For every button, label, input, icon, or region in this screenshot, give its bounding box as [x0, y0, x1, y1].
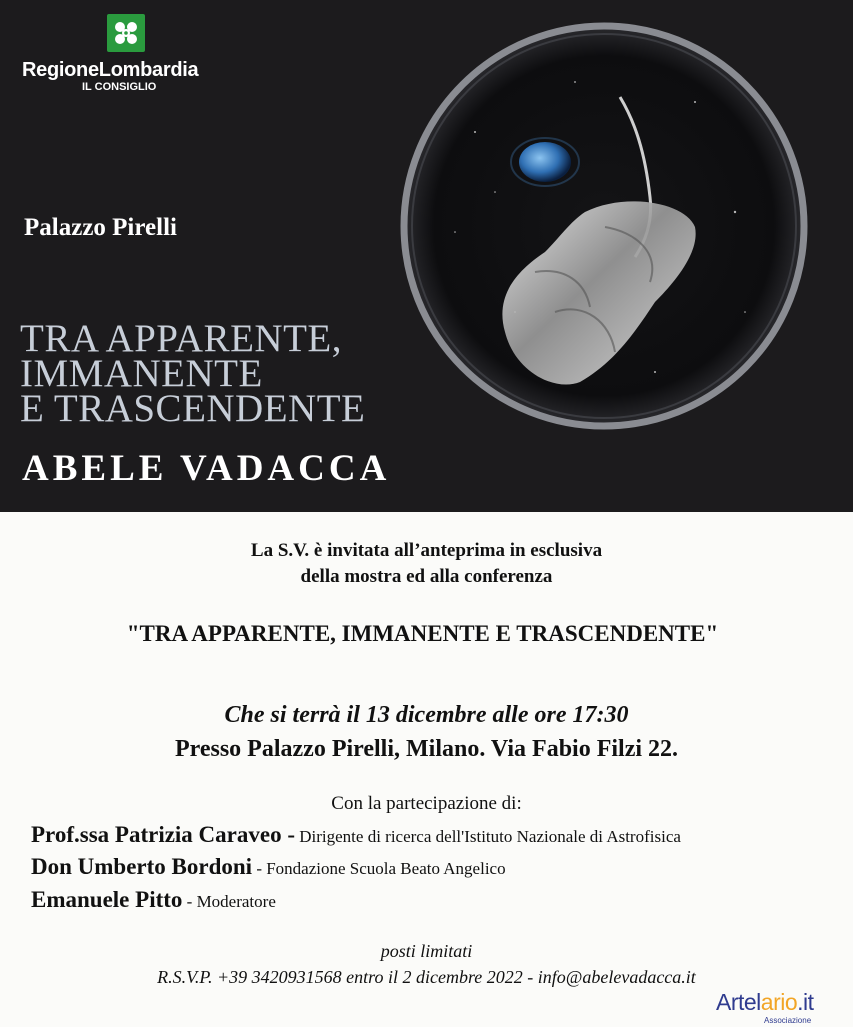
artist-name: ABELE VADACCA [22, 448, 391, 489]
event-date: Che si terrà il 13 dicembre alle ore 17:30 [224, 702, 629, 728]
participant-role: Dirigente di ricerca dell'Istituto Nazionale di Astrofisica [295, 827, 681, 846]
artelario-wordmark [716, 989, 814, 1016]
participant-role: - Moderatore [182, 892, 276, 911]
participant-row [31, 887, 276, 913]
invitation-body [0, 512, 853, 1024]
logo-name: RegioneLombardia [22, 59, 199, 81]
wordmark-suffix: .it [797, 989, 814, 1015]
title-line-1: TRA APPARENTE, [20, 317, 342, 360]
participant-role: - Fondazione Scuola Beato Angelico [252, 859, 506, 878]
participant-name: Prof.ssa Patrizia Caraveo - [31, 822, 295, 847]
header-banner [0, 0, 853, 512]
title-line-2: IMMANENTE [20, 352, 263, 395]
invitation-line-1: La S.V. è invitata all’anteprima in esclusiva [250, 540, 603, 561]
logo-subtitle: IL CONSIGLIO [82, 81, 157, 93]
lombardia-rose-icon [107, 14, 145, 52]
event-address: Presso Palazzo Pirelli, Milano. Via Fabio Filzi 22. [174, 736, 679, 762]
rsvp-line: R.S.V.P. +39 3420931568 entro il 2 dicembre 2022 - info@abelevadacca.it [157, 967, 696, 987]
limited-seats-note: posti limitati [380, 941, 473, 961]
venue-heading: Palazzo Pirelli [24, 214, 177, 241]
participant-name: Emanuele Pitto [31, 887, 183, 912]
wordmark-prefix: Artel [716, 989, 761, 1015]
participant-row [31, 822, 681, 848]
artelario-subtitle: Associazione [764, 1016, 812, 1025]
exhibition-title [20, 317, 366, 430]
participant-row [31, 854, 506, 880]
event-title: "TRA APPARENTE, IMMANENTE E TRASCENDENTE" [126, 621, 719, 646]
title-line-3: E TRASCENDENTE [20, 387, 366, 430]
invitation-line-2: della mostra ed alla conferenza [300, 566, 553, 587]
artwork-orb-image [395, 12, 813, 440]
wordmark-highlight: ario [760, 989, 798, 1015]
participant-name: Don Umberto Bordoni [31, 854, 253, 879]
artelario-logo [716, 989, 841, 1027]
participation-intro: Con la partecipazione di: [331, 793, 522, 814]
